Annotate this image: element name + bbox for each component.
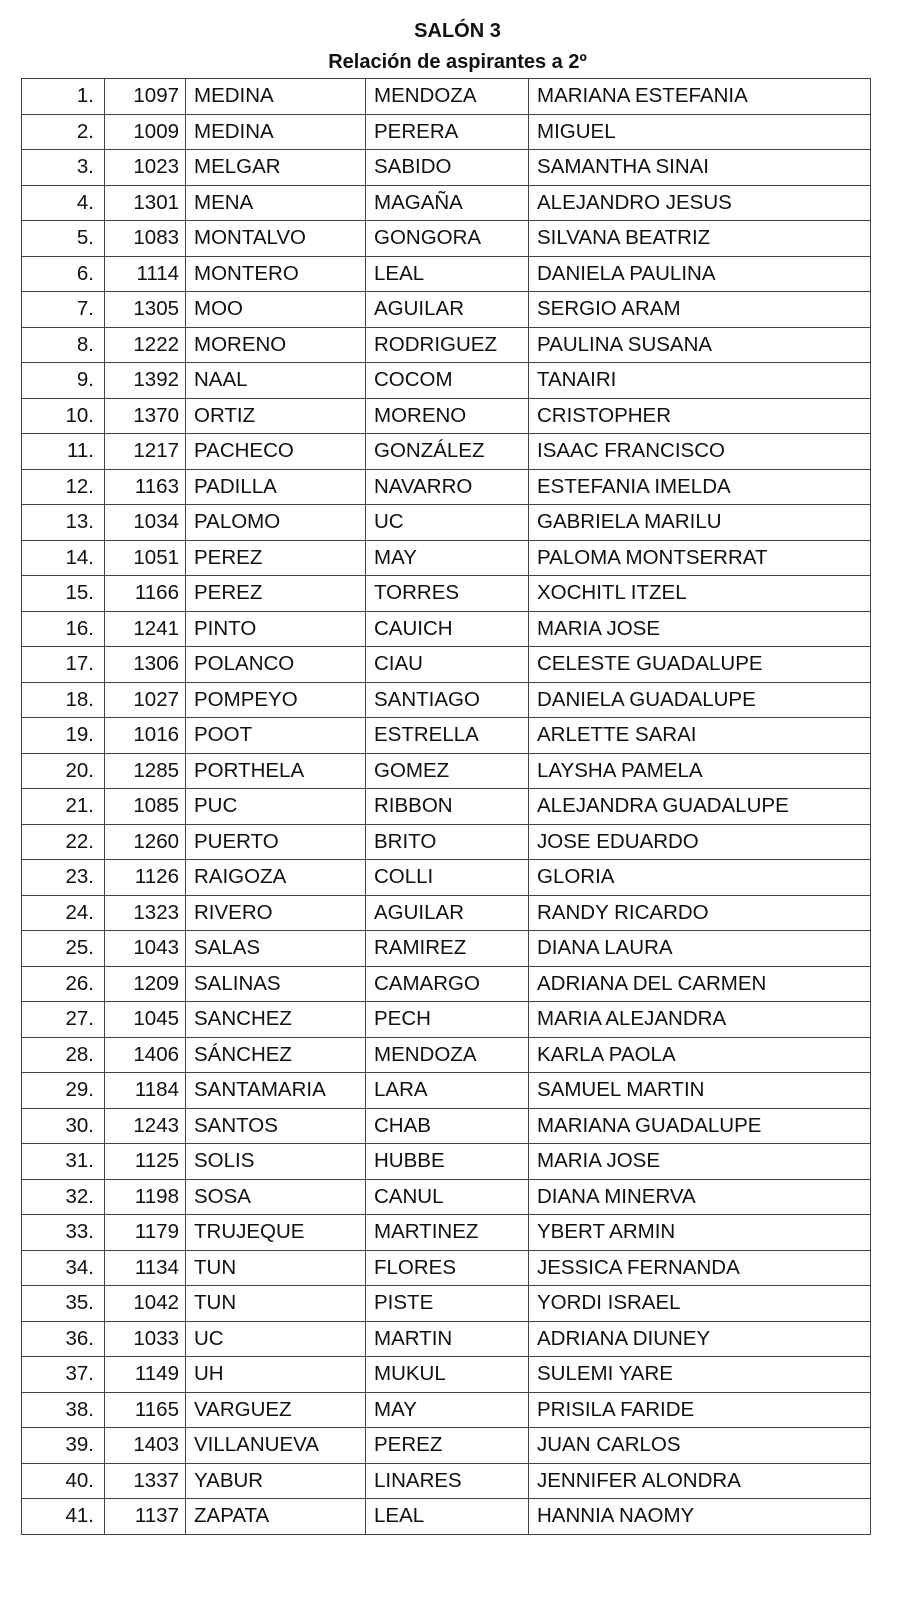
applicant-id-cell: 1051	[105, 540, 186, 576]
row-number-cell: 33.	[22, 1215, 105, 1251]
table-row	[22, 611, 871, 647]
applicant-id-cell: 1126	[105, 860, 186, 896]
applicant-id-cell: 1165	[105, 1392, 186, 1428]
row-number-cell: 32.	[22, 1179, 105, 1215]
row-number-cell: 29.	[22, 1073, 105, 1109]
table-row	[22, 256, 871, 292]
table-row	[22, 576, 871, 612]
row-number-cell: 7.	[22, 292, 105, 328]
first-surname-cell: PACHECO	[186, 434, 366, 470]
given-names-cell: MIGUEL	[529, 114, 871, 150]
first-surname-cell: PUERTO	[186, 824, 366, 860]
second-surname-cell: RAMIREZ	[366, 931, 529, 967]
row-number-cell: 16.	[22, 611, 105, 647]
first-surname-cell: PUC	[186, 789, 366, 825]
second-surname-cell: MARTINEZ	[366, 1215, 529, 1251]
table-row	[22, 363, 871, 399]
given-names-cell: SERGIO ARAM	[529, 292, 871, 328]
row-number-cell: 40.	[22, 1463, 105, 1499]
applicant-id-cell: 1149	[105, 1357, 186, 1393]
second-surname-cell: MORENO	[366, 398, 529, 434]
second-surname-cell: LINARES	[366, 1463, 529, 1499]
second-surname-cell: CANUL	[366, 1179, 529, 1215]
applicant-id-cell: 1392	[105, 363, 186, 399]
table-row	[22, 1179, 871, 1215]
table-row	[22, 682, 871, 718]
second-surname-cell: LEAL	[366, 256, 529, 292]
second-surname-cell: LEAL	[366, 1499, 529, 1535]
given-names-cell: SAMUEL MARTIN	[529, 1073, 871, 1109]
given-names-cell: ADRIANA DIUNEY	[529, 1321, 871, 1357]
applicant-id-cell: 1137	[105, 1499, 186, 1535]
second-surname-cell: PEREZ	[366, 1428, 529, 1464]
first-surname-cell: SANTOS	[186, 1108, 366, 1144]
table-row	[22, 1215, 871, 1251]
row-number-cell: 41.	[22, 1499, 105, 1535]
first-surname-cell: PALOMO	[186, 505, 366, 541]
given-names-cell: JESSICA FERNANDA	[529, 1250, 871, 1286]
first-surname-cell: PORTHELA	[186, 753, 366, 789]
given-names-cell: CELESTE GUADALUPE	[529, 647, 871, 683]
table-row	[22, 1250, 871, 1286]
applicant-id-cell: 1114	[105, 256, 186, 292]
first-surname-cell: VILLANUEVA	[186, 1428, 366, 1464]
given-names-cell: YORDI ISRAEL	[529, 1286, 871, 1322]
table-row	[22, 398, 871, 434]
row-number-cell: 15.	[22, 576, 105, 612]
given-names-cell: ESTEFANIA IMELDA	[529, 469, 871, 505]
second-surname-cell: SABIDO	[366, 150, 529, 186]
table-row	[22, 1002, 871, 1038]
row-number-cell: 25.	[22, 931, 105, 967]
table-row	[22, 327, 871, 363]
first-surname-cell: SÁNCHEZ	[186, 1037, 366, 1073]
applicant-id-cell: 1184	[105, 1073, 186, 1109]
applicant-id-cell: 1027	[105, 682, 186, 718]
second-surname-cell: CHAB	[366, 1108, 529, 1144]
row-number-cell: 2.	[22, 114, 105, 150]
row-number-cell: 14.	[22, 540, 105, 576]
given-names-cell: SAMANTHA SINAI	[529, 150, 871, 186]
second-surname-cell: MUKUL	[366, 1357, 529, 1393]
applicant-id-cell: 1097	[105, 79, 186, 115]
first-surname-cell: MELGAR	[186, 150, 366, 186]
applicant-id-cell: 1370	[105, 398, 186, 434]
given-names-cell: MARIA ALEJANDRA	[529, 1002, 871, 1038]
applicant-id-cell: 1306	[105, 647, 186, 683]
table-row	[22, 292, 871, 328]
table-row	[22, 114, 871, 150]
row-number-cell: 34.	[22, 1250, 105, 1286]
table-row	[22, 1357, 871, 1393]
row-number-cell: 21.	[22, 789, 105, 825]
given-names-cell: JOSE EDUARDO	[529, 824, 871, 860]
first-surname-cell: MEDINA	[186, 114, 366, 150]
applicant-id-cell: 1209	[105, 966, 186, 1002]
second-surname-cell: COLLI	[366, 860, 529, 896]
table-row	[22, 753, 871, 789]
row-number-cell: 22.	[22, 824, 105, 860]
row-number-cell: 6.	[22, 256, 105, 292]
table-row	[22, 1286, 871, 1322]
applicant-id-cell: 1179	[105, 1215, 186, 1251]
applicant-id-cell: 1163	[105, 469, 186, 505]
row-number-cell: 28.	[22, 1037, 105, 1073]
applicants-table	[21, 78, 871, 1535]
second-surname-cell: CAUICH	[366, 611, 529, 647]
given-names-cell: PALOMA MONTSERRAT	[529, 540, 871, 576]
given-names-cell: DIANA MINERVA	[529, 1179, 871, 1215]
table-row	[22, 931, 871, 967]
applicant-id-cell: 1125	[105, 1144, 186, 1180]
row-number-cell: 38.	[22, 1392, 105, 1428]
given-names-cell: HANNIA NAOMY	[529, 1499, 871, 1535]
second-surname-cell: CAMARGO	[366, 966, 529, 1002]
first-surname-cell: MEDINA	[186, 79, 366, 115]
row-number-cell: 13.	[22, 505, 105, 541]
given-names-cell: GABRIELA MARILU	[529, 505, 871, 541]
first-surname-cell: VARGUEZ	[186, 1392, 366, 1428]
table-row	[22, 824, 871, 860]
second-surname-cell: MENDOZA	[366, 79, 529, 115]
given-names-cell: ALEJANDRA GUADALUPE	[529, 789, 871, 825]
table-row	[22, 1073, 871, 1109]
row-number-cell: 20.	[22, 753, 105, 789]
applicant-id-cell: 1260	[105, 824, 186, 860]
given-names-cell: MARIANA ESTEFANIA	[529, 79, 871, 115]
applicant-id-cell: 1198	[105, 1179, 186, 1215]
row-number-cell: 1.	[22, 79, 105, 115]
table-row	[22, 469, 871, 505]
table-row	[22, 185, 871, 221]
applicant-id-cell: 1016	[105, 718, 186, 754]
first-surname-cell: TUN	[186, 1286, 366, 1322]
first-surname-cell: SOSA	[186, 1179, 366, 1215]
first-surname-cell: UH	[186, 1357, 366, 1393]
applicant-id-cell: 1134	[105, 1250, 186, 1286]
table-row	[22, 1428, 871, 1464]
second-surname-cell: PECH	[366, 1002, 529, 1038]
second-surname-cell: AGUILAR	[366, 292, 529, 328]
first-surname-cell: SALAS	[186, 931, 366, 967]
given-names-cell: RANDY RICARDO	[529, 895, 871, 931]
row-number-cell: 35.	[22, 1286, 105, 1322]
first-surname-cell: TUN	[186, 1250, 366, 1286]
row-number-cell: 39.	[22, 1428, 105, 1464]
row-number-cell: 9.	[22, 363, 105, 399]
second-surname-cell: FLORES	[366, 1250, 529, 1286]
first-surname-cell: RIVERO	[186, 895, 366, 931]
row-number-cell: 30.	[22, 1108, 105, 1144]
first-surname-cell: NAAL	[186, 363, 366, 399]
table-row	[22, 1392, 871, 1428]
given-names-cell: ADRIANA DEL CARMEN	[529, 966, 871, 1002]
given-names-cell: XOCHITL ITZEL	[529, 576, 871, 612]
row-number-cell: 31.	[22, 1144, 105, 1180]
first-surname-cell: MONTALVO	[186, 221, 366, 257]
row-number-cell: 5.	[22, 221, 105, 257]
applicant-id-cell: 1243	[105, 1108, 186, 1144]
second-surname-cell: TORRES	[366, 576, 529, 612]
second-surname-cell: COCOM	[366, 363, 529, 399]
given-names-cell: GLORIA	[529, 860, 871, 896]
first-surname-cell: MONTERO	[186, 256, 366, 292]
second-surname-cell: RIBBON	[366, 789, 529, 825]
given-names-cell: MARIANA GUADALUPE	[529, 1108, 871, 1144]
page-title: SALÓN 3	[414, 20, 501, 42]
second-surname-cell: HUBBE	[366, 1144, 529, 1180]
table-row	[22, 1463, 871, 1499]
table-row	[22, 1499, 871, 1535]
applicant-id-cell: 1043	[105, 931, 186, 967]
applicant-id-cell: 1301	[105, 185, 186, 221]
table-row	[22, 540, 871, 576]
table-row	[22, 221, 871, 257]
second-surname-cell: GONZÁLEZ	[366, 434, 529, 470]
table-row	[22, 1037, 871, 1073]
second-surname-cell: PISTE	[366, 1286, 529, 1322]
given-names-cell: TANAIRI	[529, 363, 871, 399]
given-names-cell: ALEJANDRO JESUS	[529, 185, 871, 221]
second-surname-cell: GONGORA	[366, 221, 529, 257]
second-surname-cell: CIAU	[366, 647, 529, 683]
applicant-id-cell: 1085	[105, 789, 186, 825]
table-row	[22, 718, 871, 754]
given-names-cell: JENNIFER ALONDRA	[529, 1463, 871, 1499]
second-surname-cell: LARA	[366, 1073, 529, 1109]
applicant-id-cell: 1217	[105, 434, 186, 470]
given-names-cell: ARLETTE SARAI	[529, 718, 871, 754]
first-surname-cell: PADILLA	[186, 469, 366, 505]
applicant-id-cell: 1034	[105, 505, 186, 541]
table-row	[22, 895, 871, 931]
row-number-cell: 3.	[22, 150, 105, 186]
applicant-id-cell: 1305	[105, 292, 186, 328]
first-surname-cell: SANCHEZ	[186, 1002, 366, 1038]
applicant-id-cell: 1166	[105, 576, 186, 612]
table-row	[22, 860, 871, 896]
given-names-cell: DIANA LAURA	[529, 931, 871, 967]
second-surname-cell: BRITO	[366, 824, 529, 860]
given-names-cell: SULEMI YARE	[529, 1357, 871, 1393]
table-row	[22, 79, 871, 115]
applicant-id-cell: 1406	[105, 1037, 186, 1073]
row-number-cell: 37.	[22, 1357, 105, 1393]
first-surname-cell: POMPEYO	[186, 682, 366, 718]
first-surname-cell: ZAPATA	[186, 1499, 366, 1535]
table-row	[22, 789, 871, 825]
second-surname-cell: ESTRELLA	[366, 718, 529, 754]
first-surname-cell: RAIGOZA	[186, 860, 366, 896]
second-surname-cell: MAGAÑA	[366, 185, 529, 221]
applicant-id-cell: 1285	[105, 753, 186, 789]
second-surname-cell: MAY	[366, 1392, 529, 1428]
first-surname-cell: MORENO	[186, 327, 366, 363]
table-row	[22, 434, 871, 470]
second-surname-cell: SANTIAGO	[366, 682, 529, 718]
applicant-id-cell: 1241	[105, 611, 186, 647]
applicant-id-cell: 1403	[105, 1428, 186, 1464]
given-names-cell: JUAN CARLOS	[529, 1428, 871, 1464]
second-surname-cell: MARTIN	[366, 1321, 529, 1357]
given-names-cell: KARLA PAOLA	[529, 1037, 871, 1073]
given-names-cell: PRISILA FARIDE	[529, 1392, 871, 1428]
row-number-cell: 4.	[22, 185, 105, 221]
applicant-id-cell: 1337	[105, 1463, 186, 1499]
second-surname-cell: MAY	[366, 540, 529, 576]
row-number-cell: 23.	[22, 860, 105, 896]
table-row	[22, 150, 871, 186]
table-row	[22, 1144, 871, 1180]
first-surname-cell: MOO	[186, 292, 366, 328]
first-surname-cell: TRUJEQUE	[186, 1215, 366, 1251]
first-surname-cell: UC	[186, 1321, 366, 1357]
row-number-cell: 10.	[22, 398, 105, 434]
second-surname-cell: NAVARRO	[366, 469, 529, 505]
given-names-cell: DANIELA GUADALUPE	[529, 682, 871, 718]
row-number-cell: 11.	[22, 434, 105, 470]
row-number-cell: 19.	[22, 718, 105, 754]
first-surname-cell: PINTO	[186, 611, 366, 647]
second-surname-cell: MENDOZA	[366, 1037, 529, 1073]
applicant-id-cell: 1009	[105, 114, 186, 150]
row-number-cell: 27.	[22, 1002, 105, 1038]
first-surname-cell: POLANCO	[186, 647, 366, 683]
first-surname-cell: POOT	[186, 718, 366, 754]
given-names-cell: CRISTOPHER	[529, 398, 871, 434]
applicant-id-cell: 1042	[105, 1286, 186, 1322]
first-surname-cell: ORTIZ	[186, 398, 366, 434]
second-surname-cell: PERERA	[366, 114, 529, 150]
page-subtitle: Relación de aspirantes a 2º	[328, 51, 587, 73]
first-surname-cell: SANTAMARIA	[186, 1073, 366, 1109]
given-names-cell: MARIA JOSE	[529, 1144, 871, 1180]
applicant-id-cell: 1023	[105, 150, 186, 186]
applicant-id-cell: 1045	[105, 1002, 186, 1038]
row-number-cell: 17.	[22, 647, 105, 683]
first-surname-cell: SOLIS	[186, 1144, 366, 1180]
first-surname-cell: PEREZ	[186, 576, 366, 612]
given-names-cell: PAULINA SUSANA	[529, 327, 871, 363]
applicants-table-body	[22, 79, 871, 1535]
row-number-cell: 8.	[22, 327, 105, 363]
given-names-cell: MARIA JOSE	[529, 611, 871, 647]
applicant-id-cell: 1033	[105, 1321, 186, 1357]
first-surname-cell: SALINAS	[186, 966, 366, 1002]
first-surname-cell: YABUR	[186, 1463, 366, 1499]
given-names-cell: YBERT ARMIN	[529, 1215, 871, 1251]
applicant-id-cell: 1222	[105, 327, 186, 363]
row-number-cell: 18.	[22, 682, 105, 718]
applicant-id-cell: 1323	[105, 895, 186, 931]
table-row	[22, 1321, 871, 1357]
table-row	[22, 966, 871, 1002]
second-surname-cell: GOMEZ	[366, 753, 529, 789]
applicant-id-cell: 1083	[105, 221, 186, 257]
given-names-cell: ISAAC FRANCISCO	[529, 434, 871, 470]
row-number-cell: 26.	[22, 966, 105, 1002]
table-row	[22, 647, 871, 683]
first-surname-cell: PEREZ	[186, 540, 366, 576]
second-surname-cell: AGUILAR	[366, 895, 529, 931]
table-row	[22, 1108, 871, 1144]
second-surname-cell: UC	[366, 505, 529, 541]
row-number-cell: 36.	[22, 1321, 105, 1357]
row-number-cell: 24.	[22, 895, 105, 931]
given-names-cell: SILVANA BEATRIZ	[529, 221, 871, 257]
row-number-cell: 12.	[22, 469, 105, 505]
given-names-cell: LAYSHA PAMELA	[529, 753, 871, 789]
second-surname-cell: RODRIGUEZ	[366, 327, 529, 363]
first-surname-cell: MENA	[186, 185, 366, 221]
given-names-cell: DANIELA PAULINA	[529, 256, 871, 292]
table-row	[22, 505, 871, 541]
